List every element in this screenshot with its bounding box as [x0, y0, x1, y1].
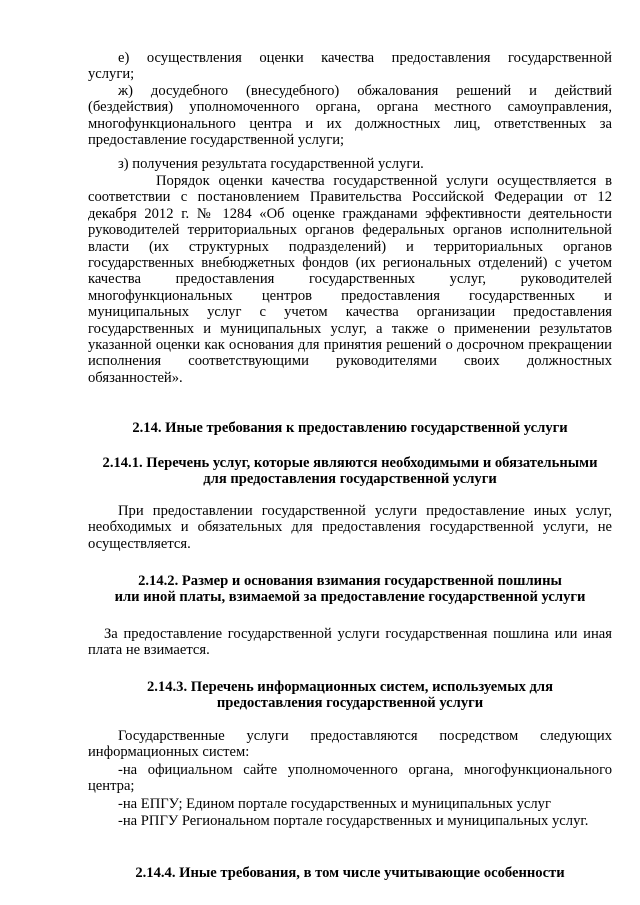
section-2-14-title: 2.14. Иные требования к предоставлению государственной услуги — [132, 420, 568, 436]
section-2-14-2-title-line2: или иной платы, взимаемой за предоставление государственной услуги — [114, 589, 586, 605]
quality-assessment-paragraph: Порядок оценки качества государственной услуги осуществляется в соответствии с постановлением Правительства Российской Федерации от 12 декабря 2012 г. № 1284 «Об оценке гражданами эффективности деятельности руководителей территориальных органов федеральных органов исполнительной власти (их структурных подразделений) и территориальных органов государственных внебюджетных фондов (их региональных отделений) с учетом качества предоставления государственных услуг, руководителей многофункциональных центров предоставления государственных и муниципальных услуг с учетом качества организации предоставления государственных и муниципальных услуг, а также о применении результатов указанной оценки как основания для принятия решений о досрочном прекращении исполнения соответствующими руководителями своих должностных обязанностей». — [88, 173, 612, 386]
item-z-line: з) получения результата государственной услуги. — [118, 156, 424, 172]
information-system-item-3: -на РПГУ Региональном портале государственных и муниципальных услуг. — [118, 813, 589, 829]
item-e-line1: е) осуществления оценки качества предоставления государственной — [118, 50, 612, 66]
section-2-14-2-body: За предоставление государственной услуги государственная пошлина или иная плата не взимается. — [88, 626, 612, 659]
item-e-line2: услуги; — [88, 66, 135, 82]
section-2-14-2-title-line1: 2.14.2. Размер и основания взимания государственной пошлины — [138, 573, 562, 589]
section-2-14-3-intro: Государственные услуги предоставляются посредством следующих информационных систем: — [88, 728, 612, 761]
section-2-14-1-title-line2: для предоставления государственной услуги — [203, 471, 497, 487]
section-2-14-3-title-line2: предоставления государственной услуги — [216, 695, 484, 711]
section-2-14-4-title-line1: 2.14.4. Иные требования, в том числе учитывающие особенности — [135, 865, 565, 881]
section-2-14-1-title-line1: 2.14.1. Перечень услуг, которые являются необходимыми и обязательными — [102, 455, 598, 471]
section-2-14-3-title-line1: 2.14.3. Перечень информационных систем, используемых для — [146, 679, 554, 695]
section-2-14-1-body: При предоставлении государственной услуги предоставление иных услуг, необходимых и обязательных для предоставления государственной услуги, не осуществляется. — [88, 503, 612, 552]
item-zh-paragraph: ж) досудебного (внесудебного) обжалования решений и действий (бездействия) уполномоченного органа, органа местного самоуправления, многофункционального центра и их должностных лиц, ответственных за предоставление государственной услуги; — [88, 83, 612, 149]
information-system-item-1: -на официальном сайте уполномоченного органа, многофункционального центра; — [88, 762, 612, 795]
information-system-item-2: -на ЕПГУ; Едином портале государственных и муниципальных услуг — [118, 796, 551, 812]
